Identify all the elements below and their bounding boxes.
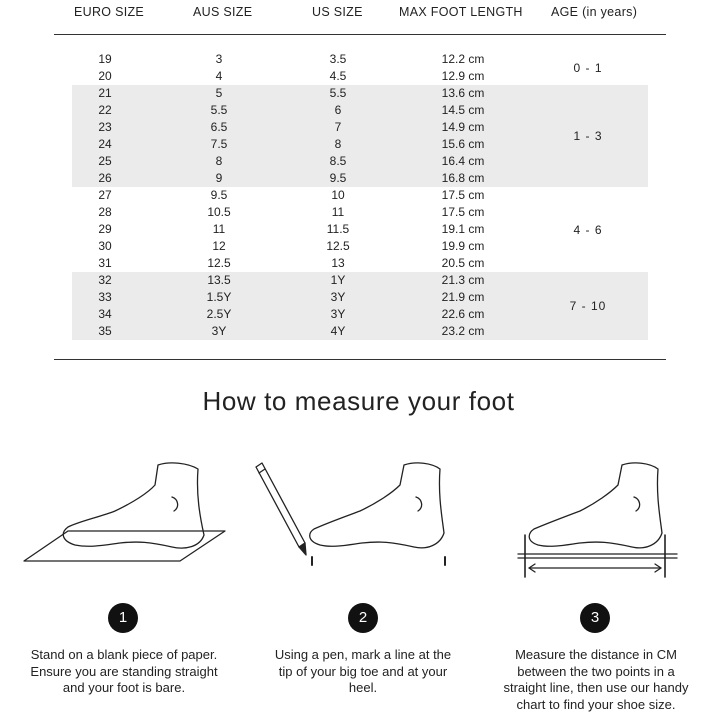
foot-icon (63, 463, 204, 548)
header-max-foot-length: MAX FOOT LENGTH (399, 5, 523, 19)
table-cell: 8 (215, 154, 223, 168)
table-cell: 12.5 (207, 256, 231, 270)
table-cell: 33 (98, 290, 112, 304)
header-age: AGE (in years) (551, 5, 638, 19)
pen-icon (256, 463, 306, 555)
table-cell: 17.5 cm (441, 188, 485, 202)
table-cell: 21 (98, 86, 112, 100)
table-cell: 30 (98, 239, 112, 253)
table-cell: 14.5 cm (441, 103, 485, 117)
table-cell: 9 (215, 171, 223, 185)
table-cell: 23.2 cm (441, 324, 485, 338)
table-cell: 13.6 cm (441, 86, 485, 100)
table-cell: 24 (98, 137, 112, 151)
table-cell: 9.5 (329, 171, 347, 185)
age-group-band (72, 85, 648, 187)
age-group-band (72, 272, 648, 340)
table-cell: 32 (98, 273, 112, 287)
table-cell: 8 (334, 137, 342, 151)
table-cell: 17.5 cm (441, 205, 485, 219)
table-cell: 19.1 cm (441, 222, 485, 236)
table-cell: 21.3 cm (441, 273, 485, 287)
step-2-badge: 2 (348, 603, 378, 633)
table-cell: 7.5 (210, 137, 228, 151)
table-cell: 26 (98, 171, 112, 185)
paper-sheet-icon (24, 531, 225, 561)
measure-title: How to measure your foot (202, 386, 515, 416)
table-cell: 22.6 cm (441, 307, 485, 321)
foot-icon (310, 463, 444, 548)
table-cell: 6.5 (210, 120, 228, 134)
table-cell: 10 (331, 188, 345, 202)
table-cell: 15.6 cm (441, 137, 485, 151)
table-cell: 7 (334, 120, 342, 134)
age-group-label: 7 - 10 (569, 299, 607, 313)
table-cell: 34 (98, 307, 112, 321)
header-aus-size: AUS SIZE (193, 5, 253, 19)
table-cell: 13 (331, 256, 345, 270)
ankle-bone-icon (172, 497, 178, 511)
age-group-label: 4 - 6 (573, 222, 603, 237)
table-cell: 12.2 cm (441, 52, 485, 66)
foot-on-paper-illustration (20, 455, 235, 570)
step-1-badge: 1 (108, 603, 138, 633)
table-cell: 16.4 cm (441, 154, 485, 168)
table-cell: 12.5 (326, 239, 350, 253)
table-cell: 10.5 (207, 205, 231, 219)
table-cell: 3Y (330, 290, 346, 304)
table-cell: 35 (98, 324, 112, 338)
table-cell: 29 (98, 222, 112, 236)
table-cell: 3 (215, 52, 223, 66)
table-cell: 14.9 cm (441, 120, 485, 134)
table-cell: 12 (212, 239, 226, 253)
step-1-text: Stand on a blank piece of paper. Ensure you are standing straight and your foot is bare. (30, 647, 218, 695)
table-cell: 12.9 cm (441, 69, 485, 83)
table-cell: 5.5 (329, 86, 347, 100)
table-cell: 22 (98, 103, 112, 117)
table-cell: 23 (98, 120, 112, 134)
table-cell: 4 (215, 69, 223, 83)
table-cell: 11 (331, 205, 345, 219)
foot-icon (529, 463, 662, 548)
ankle-bone-icon (416, 497, 422, 511)
table-cell: 16.8 cm (441, 171, 485, 185)
ankle-bone-icon (634, 497, 640, 511)
table-bottom-divider (54, 359, 666, 360)
table-cell: 9.5 (210, 188, 228, 202)
step-2-text: Using a pen, mark a line at the tip of your big toe and at your heel. (274, 647, 452, 695)
table-cell: 2.5Y (206, 307, 232, 321)
table-cell: 28 (98, 205, 112, 219)
table-cell: 19.9 cm (441, 239, 485, 253)
table-cell: 11.5 (326, 222, 350, 236)
header-us-size: US SIZE (312, 5, 363, 19)
table-cell: 31 (98, 256, 112, 270)
table-cell: 3.5 (329, 52, 347, 66)
header-euro-size: EURO SIZE (74, 5, 145, 19)
table-cell: 8.5 (329, 154, 347, 168)
table-cell: 21.9 cm (441, 290, 485, 304)
step-3-badge: 3 (580, 603, 610, 633)
pen-marking-illustration (252, 455, 467, 570)
table-cell: 1Y (330, 273, 346, 287)
table-cell: 3Y (211, 324, 227, 338)
age-group-label: 0 - 1 (573, 61, 603, 75)
table-cell: 3Y (330, 307, 346, 321)
table-cell: 27 (98, 188, 112, 202)
table-cell: 20.5 cm (441, 256, 485, 270)
table-cell: 13.5 (207, 273, 231, 287)
table-cell: 6 (334, 103, 342, 117)
table-cell: 4Y (330, 324, 346, 338)
table-cell: 4.5 (329, 69, 347, 83)
measure-distance-illustration (510, 455, 685, 580)
table-cell: 19 (98, 52, 112, 66)
table-cell: 5 (215, 86, 223, 100)
table-cell: 1.5Y (206, 290, 232, 304)
step-3-text: Measure the distance in CM between the two points in a straight line, then use our handy chart to find your shoe size. (503, 647, 689, 712)
table-cell: 20 (98, 69, 112, 83)
age-group-label: 1 - 3 (573, 129, 603, 143)
table-cell: 5.5 (210, 103, 228, 117)
table-cell: 11 (212, 222, 226, 236)
table-cell: 25 (98, 154, 112, 168)
